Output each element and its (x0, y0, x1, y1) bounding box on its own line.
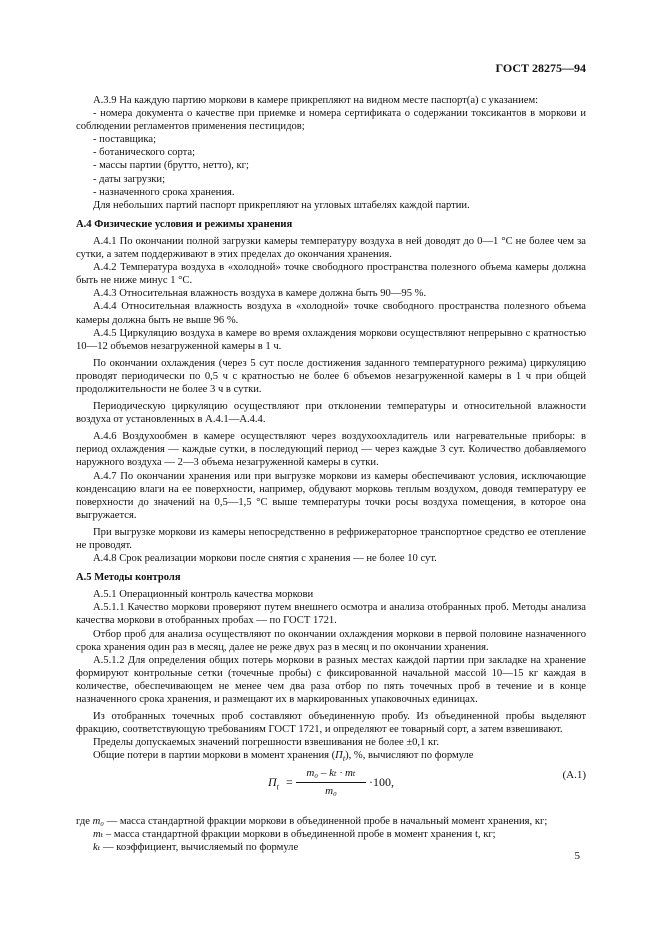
list-item: - даты загрузки; (93, 173, 166, 185)
text-fragment: ), %, вычисляют по формуле (345, 750, 474, 762)
clause-a44: А.4.4 Относительная влажность воздуха в «холодной» точке свободного пространства полезного объема камеры должна быть не выше 96 %. (76, 301, 586, 326)
list-item: - номера документа о качестве при приемке и номера сертификата о содержании токсикантов в моркови и соблюдении регламентов применения пестицидов; (76, 108, 586, 133)
section-heading-a5: А.5 Методы контроля (76, 572, 181, 584)
formula-reference: (А.1) (562, 768, 586, 781)
formula-equals: = (286, 774, 293, 789)
clause-a39: А.3.9 На каждую партию моркови в камере прикрепляют на видном месте паспорт(а) с указанием: (93, 95, 539, 106)
text-fragment: Общие потери в партии моркови в момент хранения ( (93, 750, 336, 762)
clause-a45-p3: Периодическую циркуляцию осуществляют при отклонении температуры и относительной влажности воздуха от установленных в А.4.1—А.4.4. (76, 401, 586, 426)
clause-a47: А.4.7 По окончании хранения или при выгрузке моркови из камеры обеспечивают условия, исключающие конденсацию влаги на ее поверхности, например, обдувают морковь теплым воздухом, доводя температуру ее поверхности до значений на 0,5—1,5 °С выше температуры точки росы воздуха помещения, в которое она выгружается. (76, 470, 586, 521)
standard-header: ГОСТ 28275—94 (495, 61, 586, 75)
clause-a512-p3: Пределы допускаемых значений погрешности взвешивания не более ±0,1 кг. (93, 737, 439, 749)
clause-a511: А.5.1.1 Качество моркови проверяют путем внешнего осмотра и анализа отобранных проб. Методы анализа качества моркови в отобранных пробах — по ГОСТ 1721. (76, 602, 586, 627)
clause-a42: А.4.2 Температура воздуха в «холодной» точке свободного пространства полезного объема камеры должна быть не ниже минус 1 °С. (76, 262, 586, 287)
section-heading-a4: А.4 Физические условия и режимы хранения (76, 218, 293, 230)
clause-a41: А.4.1 По окончании полной загрузки камеры температуру воздуха в ней доводят до 0—1 °С не более чем за сутки, а затем поддерживают в этих пределах до окончания хранения. (76, 235, 586, 261)
definition-kt: kₜ — коэффициент, вычисляемый по формуле (93, 841, 299, 853)
formula-denominator: m₀ (325, 784, 337, 797)
clause-a39-note: Для небольших партий паспорт прикрепляют на угловых штабелях каждой партии. (93, 199, 470, 211)
formula-fraction (296, 767, 366, 798)
clause-a47-p2: При выгрузке моркови из камеры непосредственно в рефрижераторное транспортное средство ее отепление не проводят. (76, 526, 586, 551)
clause-a512-p4 (76, 749, 586, 762)
clause-a43: А.4.3 Относительная влажность воздуха в камере должна быть 90—95 %. (93, 288, 427, 300)
clause-a511-p2: Отбор проб для анализа осуществляют по окончании охлаждения моркови в первой половине назначенного срока хранения один раз в месяц, далее не реже двух раз в месяц и по окончании хранения. (76, 628, 586, 653)
formula-lhs: $П_t$ (268, 774, 279, 791)
formula-definitions (76, 815, 586, 854)
clause-a512: А.5.1.2 Для определения общих потерь моркови в разных местах каждой партии при закладке на хранение формируют контрольные сетки (точечные пробы) с фиксированной начальной массой 10—15 кг каждая в количестве, обеспечивающем не менее чем два раза отбор по пять точечных проб в течение и в конце назначенного срока хранения, и размещают их в маркированных упаковочных единицах. (76, 654, 586, 706)
definition-mt: mₜ – масса стандартной фракции моркови в объединенной пробе в момент хранения t, кг; (93, 828, 496, 840)
clause-a45: А.4.5 Циркуляцию воздуха в камере во время охлаждения моркови осуществляют непрерывно с кратностью 10—12 объемов незагруженной камеры в 1 ч. (76, 327, 586, 352)
document-body (76, 94, 586, 854)
list-item: - массы партии (брутто, нетто), кг; (93, 160, 249, 172)
clause-a512-p2: Из отобранных точечных проб составляют объединенную пробу. Из объединенной пробы выделяют фракцию, соответствующую требованиям ГОСТ 1721, и определяют ее товарный сорт, а затем взвешивают. (76, 711, 586, 736)
list-item: - ботанического сорта; (93, 147, 196, 159)
clause-a51: А.5.1 Операционный контроль качества моркови (93, 589, 314, 601)
formula-numerator: m₀ – kₜ · mₜ (296, 767, 366, 783)
list-item: - поставщика; (93, 134, 157, 146)
clause-a48: А.4.8 Срок реализации моркови после снятия с хранения — не более 10 сут. (93, 553, 437, 565)
page-number: 5 (574, 850, 580, 862)
definition-m0: где m₀ — масса стандартной фракции моркови в объединенной пробе в начальный момент хранения, кг; (76, 815, 548, 827)
list-item: - назначенного срока хранения. (93, 186, 235, 198)
clause-a45-p2: По окончании охлаждения (через 5 сут после достижения заданного температурного режима) циркуляцию проводят периодически по 0,5 ч с кратностью не более 6 объемов незагруженной камеры в 1 ч при общей продолжительности не более 3 ч в сутки. (76, 357, 586, 395)
clause-a46: А.4.6 Воздухообмен в камере осуществляют через воздухоохладитель или нагревательные приборы: в период охлаждения — каждые сутки, в последующий период — через каждые 3 сут. Количество добавляемого наружного воздуха — 2—3 объема незагруженной камеры в сутки. (76, 431, 586, 469)
formula-multiplier: ·100, (369, 774, 394, 789)
symbol-pt: $П_t$ (335, 750, 346, 764)
formula-a1 (76, 767, 586, 811)
